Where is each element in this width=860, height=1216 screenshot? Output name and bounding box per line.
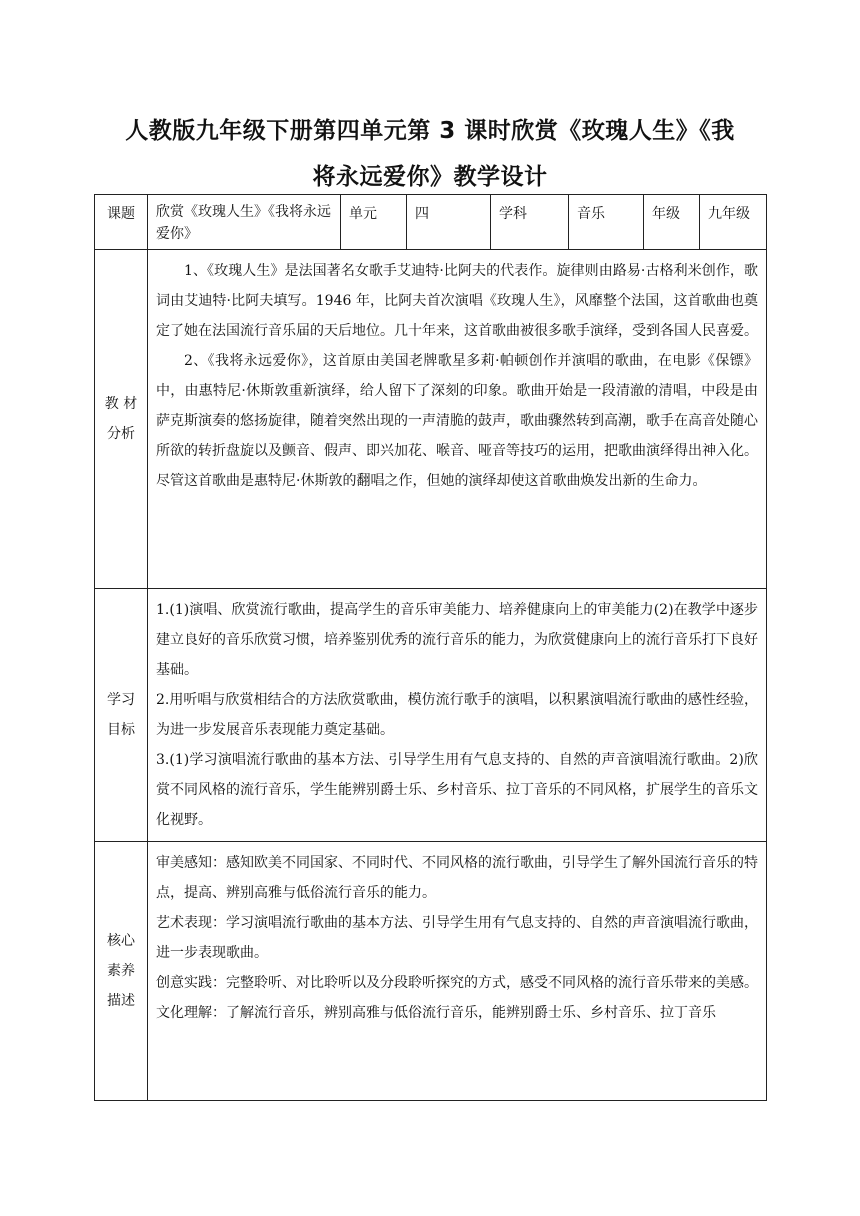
- grade-label: 年级: [644, 195, 700, 250]
- section-row-core-literacy: [95, 842, 767, 1101]
- grade-value: 九年级: [700, 195, 767, 250]
- subject-label: 学科: [491, 195, 569, 250]
- unit-value: 四: [407, 195, 491, 250]
- section-label: [95, 589, 148, 842]
- section-content: [148, 250, 767, 589]
- paragraph: 文化理解：了解流行音乐，辨别高雅与低俗流行音乐，能辨别爵士乐、乡村音乐、拉丁音乐: [156, 1005, 716, 1021]
- section-label-line: 素养: [107, 963, 135, 979]
- section-content: [148, 842, 767, 1101]
- paragraph: 2、《我将永远爱你》，这首原由美国老牌歌星多莉·帕顿创作并演唱的歌曲，在电影《保镖》中，由惠特尼·休斯敦重新演绎，给人留下了深刻的印象。歌曲开始是一段清澈的清唱，中段是由萨克斯演奏的悠扬旋律，随着突然出现的一声清脆的鼓声，歌曲骤然转到高潮，歌手在高音处随心所欲的转折盘旋以及颤音、假声、即兴加花、喉音、哑音等技巧的运用，把歌曲演绎得出神入化。尽管这首歌曲是惠特尼·休斯敦的翻唱之作，但她的演绎却使这首歌曲焕发出新的生命力。: [156, 353, 758, 489]
- section-label-line: 教 材: [104, 396, 138, 412]
- lesson-plan-table: [94, 194, 767, 1101]
- section-label-line: 目标: [107, 722, 135, 738]
- paragraph: 1.(1)演唱、欣赏流行歌曲，提高学生的音乐审美能力、培养健康向上的审美能力(2)在教学中逐步建立良好的音乐欣赏习惯，培养鉴别优秀的流行音乐的能力，为欣赏健康向上的流行音乐打下良好基础。: [156, 602, 758, 678]
- title-line-1: 人教版九年级下册第四单元第 3 课时欣赏《玫瑰人生》《我: [125, 118, 735, 144]
- paragraph: 审美感知：感知欧美不同国家、不同时代、不同风格的流行歌曲，引导学生了解外国流行音乐的特点，提高、辨别高雅与低俗流行音乐的能力。: [156, 855, 758, 901]
- paragraph: 2.用听唱与欣赏相结合的方法欣赏歌曲，模仿流行歌手的演唱，以积累演唱流行歌曲的感性经验，为进一步发展音乐表现能力奠定基础。: [156, 692, 758, 738]
- paragraph: 艺术表现：学习演唱流行歌曲的基本方法、引导学生用有气息支持的、自然的声音演唱流行歌曲，进一步表现歌曲。: [156, 915, 758, 961]
- document-title: [95, 108, 765, 200]
- section-label-line: 核心: [107, 933, 135, 949]
- section-content: [148, 589, 767, 842]
- section-label-line: 描述: [107, 993, 135, 1009]
- header-row: [95, 195, 767, 250]
- section-label-line: 分析: [107, 426, 135, 442]
- title-line-2: 将永远爱你》教学设计: [312, 164, 548, 190]
- section-row-learning-objectives: [95, 589, 767, 842]
- section-label-line: 学习: [107, 692, 135, 708]
- section-label: [95, 250, 148, 589]
- unit-label: 单元: [341, 195, 407, 250]
- paragraph: 1、《玫瑰人生》是法国著名女歌手艾迪特·比阿夫的代表作。旋律则由路易·古格利米创作，歌词由艾迪特·比阿夫填写。1946 年，比阿夫首次演唱《玫瑰人生》，风靡整个法国，这首歌曲也奠定了她在法国流行音乐届的天后地位。几十年来，这首歌曲被很多歌手演绎，受到各国人民喜爱。: [156, 263, 758, 339]
- paragraph: 3.(1)学习演唱流行歌曲的基本方法、引导学生用有气息支持的、自然的声音演唱流行歌曲。2)欣赏不同风格的流行音乐，学生能辨别爵士乐、乡村音乐、拉丁音乐的不同风格，扩展学生的音乐文化视野。: [156, 752, 758, 828]
- subject-value: 音乐: [569, 195, 644, 250]
- course-label: 课题: [95, 195, 148, 250]
- section-label: [95, 842, 148, 1101]
- paragraph: 创意实践：完整聆听、对比聆听以及分段聆听探究的方式，感受不同风格的流行音乐带来的美感。: [156, 975, 758, 991]
- course-value: 欣赏《玫瑰人生》《我将永远爱你》: [148, 195, 341, 250]
- section-row-textbook-analysis: [95, 250, 767, 589]
